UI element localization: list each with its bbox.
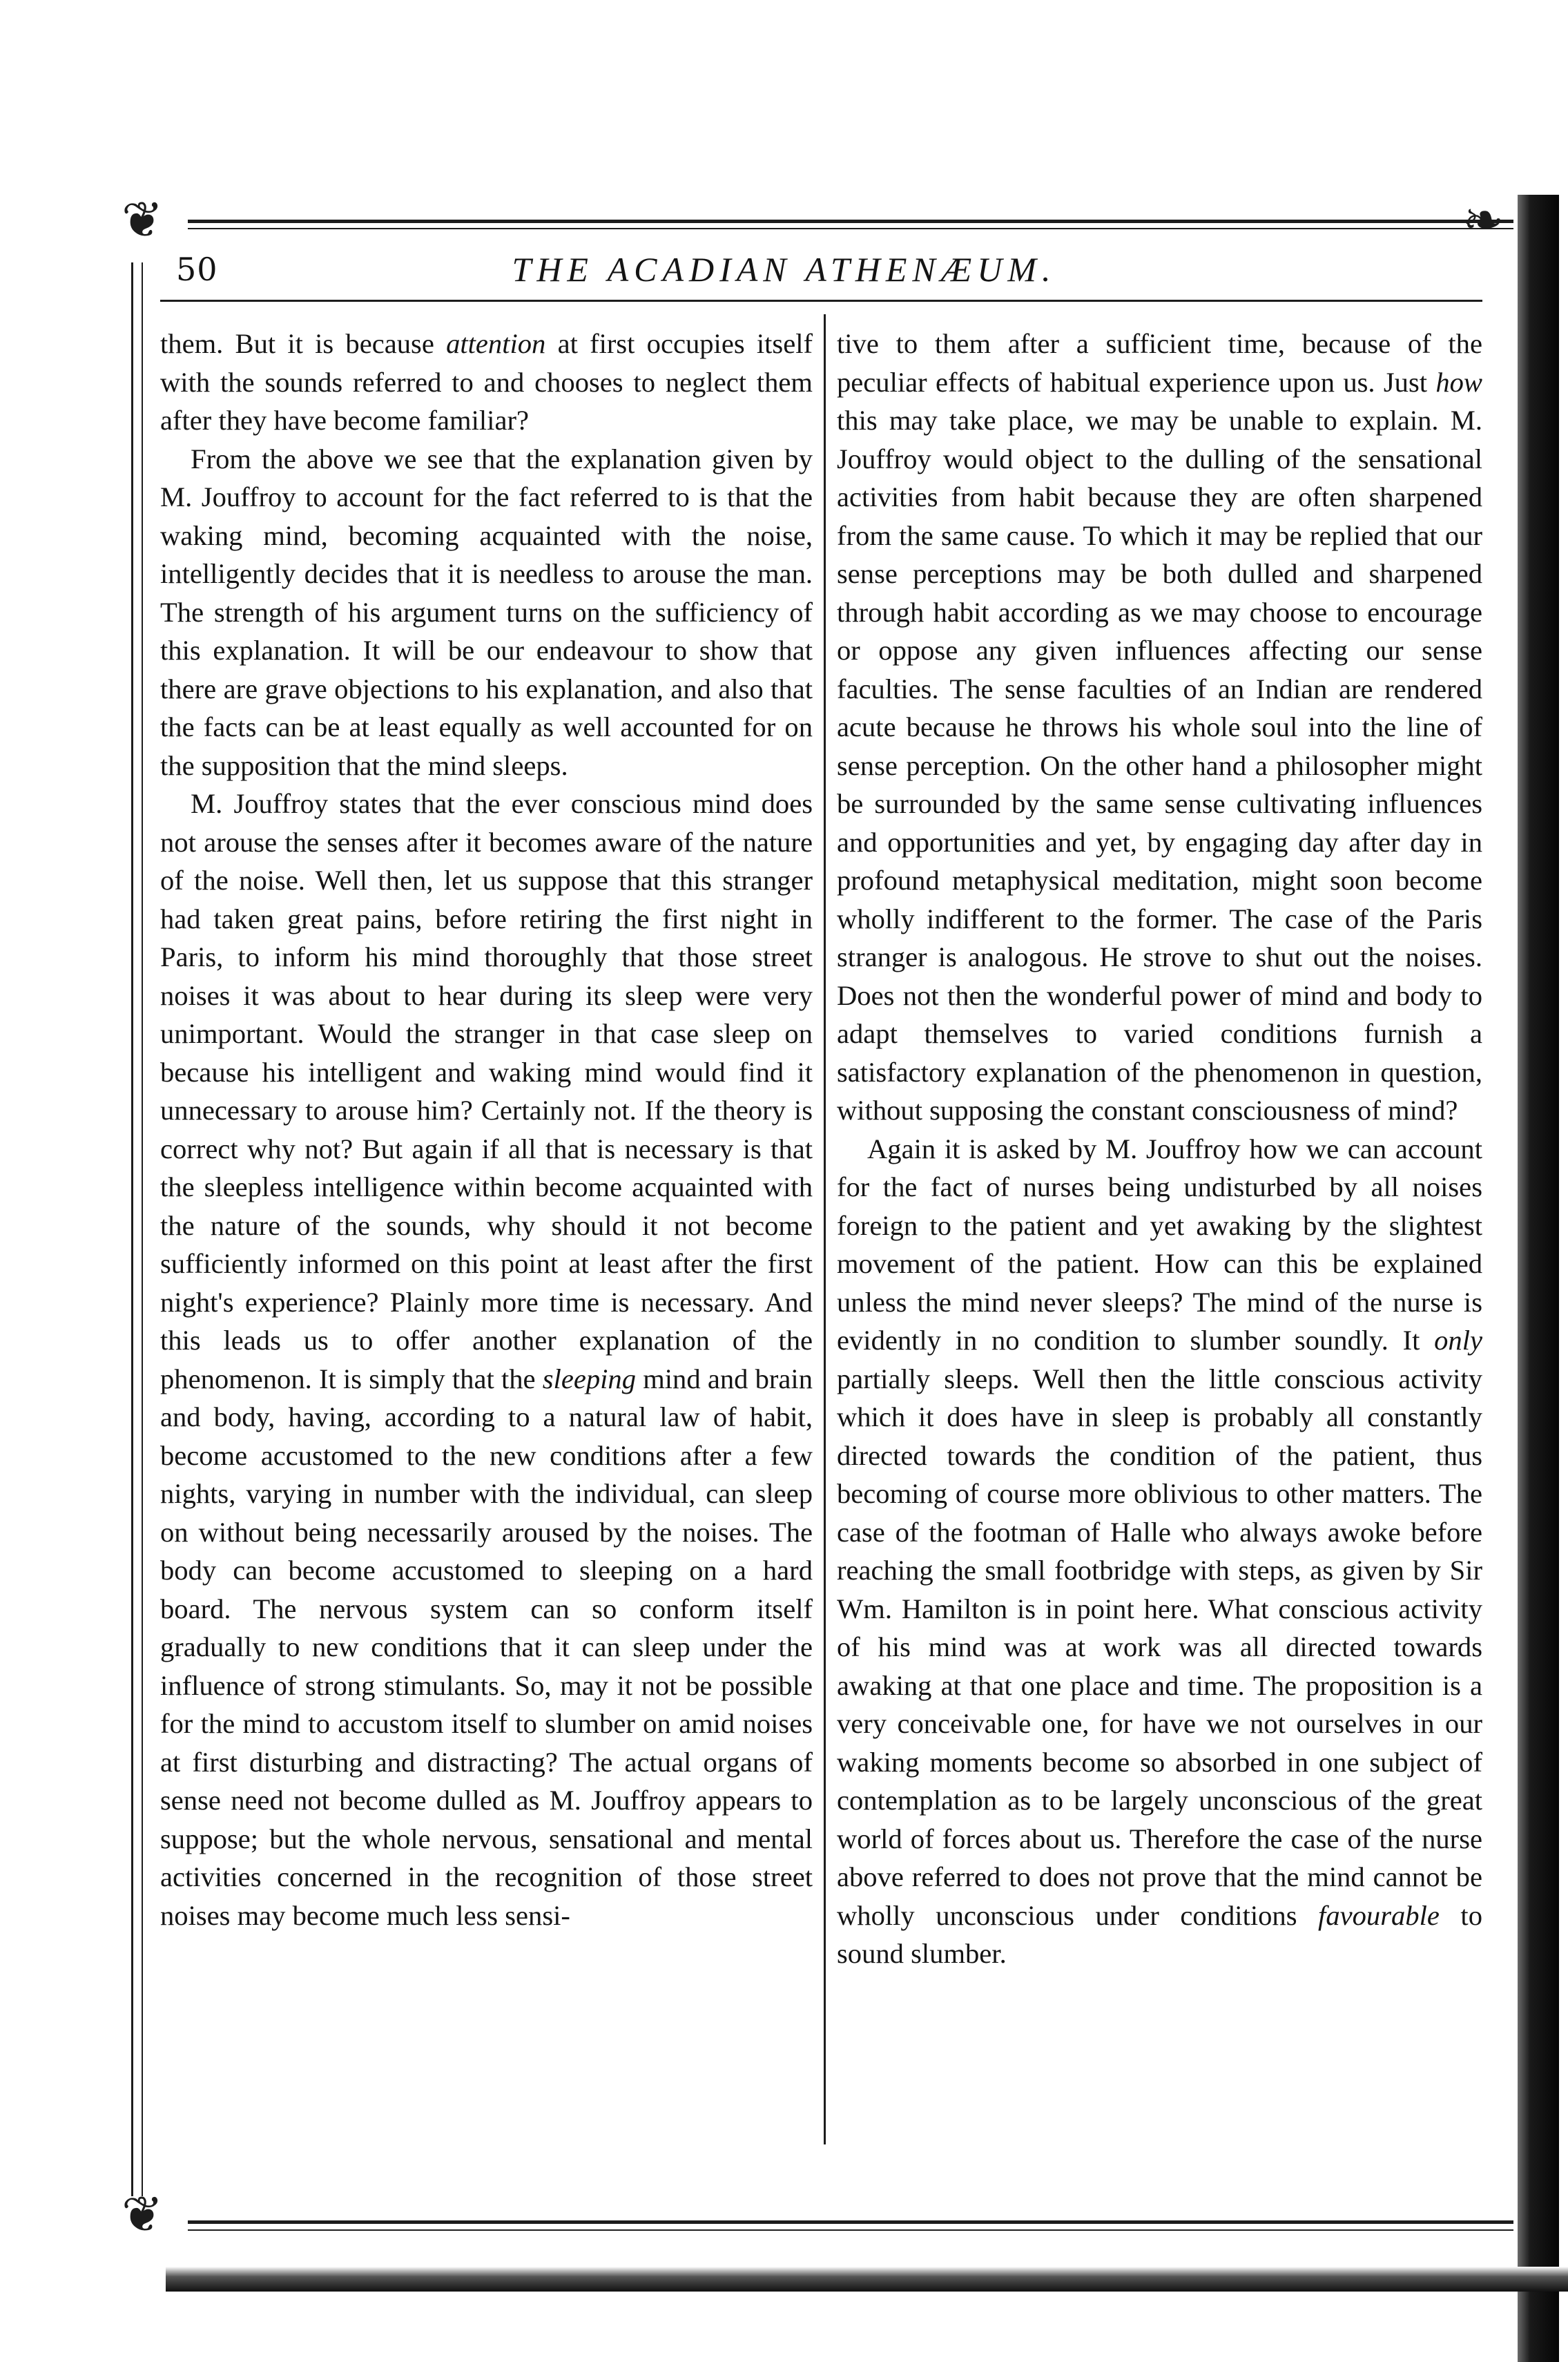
scroll-ornament-icon: ❦ — [122, 2185, 164, 2243]
frame-line-left — [131, 262, 133, 2196]
scroll-ornament-icon: ❦ — [122, 191, 164, 249]
paragraph: Again it is asked by M. Jouffroy how we can account for the fact of nurses being undisturbed by all noises foreign to the patient and yet awaking by the slightest movement of the patient. How can this be explained unless the mind never sleeps? The mind of the nurse is evidently in no condition to slumber soundly. It only partially sleeps. Well then the little conscious activity which it does have in sleep is probably all constantly directed towards the condition of the patient, thus becoming of course more oblivious to other matters. The case of the footman of Halle who always awoke before reaching the small footbridge with steps, as given by Sir Wm. Hamilton is in point here. What conscious activity of his mind was at work was all directed towards awaking at that one place and time. The proposition is a very conceivable one, for have we not ourselves in our waking moments become so absorbed in one subject of contemplation as to be largely unconscious of the great world of forces about us. Therefore the case of the nurse above referred to does not prove that the mind cannot be wholly unconscious under conditions favourable to sound slumber. — [837, 1133, 1482, 1969]
right-column — [837, 325, 1482, 1973]
emphasis: sleeping — [542, 1363, 636, 1394]
scroll-ornament-icon: ❧ — [1462, 191, 1504, 249]
running-head: THE ACADIAN ATHENÆUM. — [512, 250, 1056, 289]
header-rule-thin — [188, 228, 1513, 229]
footer-rule-thin — [188, 2229, 1513, 2231]
frame-line-left-inner — [142, 262, 143, 2196]
emphasis: favourable — [1318, 1899, 1440, 1931]
emphasis: only — [1434, 1325, 1482, 1356]
header-rule — [188, 220, 1513, 223]
page-bottom-shadow — [166, 2267, 1568, 2292]
page-number: 50 — [176, 251, 218, 288]
paragraph: From the above we see that the explanation given by M. Jouffroy to account for the fact referred to is that the waking mind, becoming acquainted with the noise, intelligently decides that it is needless to arouse the man. The strength of his argument turns on the sufficiency of this explanation. It will be our endeavour to show that there are grave objections to his explanation, and also that the facts can be at least equally as well accounted for on the supposition that the mind sleeps. — [160, 443, 813, 781]
paragraph: M. Jouffroy states that the ever conscious mind does not arouse the senses after it becomes aware of the nature of the noise. Well then, let us suppose that this stranger had taken great pains, before retiring the first night in Paris, to inform his mind thoroughly that those street noises it was about to hear during its sleep were very unimportant. Would the stranger in that case sleep on because his intelligent and waking mind would find it unnecessary to arouse him? Certainly not. If the theory is correct why not? But again if all that is necessary is that the sleepless intelligence within become acquainted with the nature of the sounds, why should it not become sufficiently informed on this point at least after the first night's experience? Plainly more time is necessary. And this leads us to offer another explanation of the phenomenon. It is simply that the sleeping mind and brain and body, having, according to a natural law of habit, become accustomed to the new conditions after a few nights, varying in number with the individual, can sleep on without being necessarily aroused by the noises. The body can become accustomed to sleeping on a hard board. The nervous system can so conform itself gradually to new conditions that it can sleep under the influence of strong stimulants. So, may it not be possible for the mind to accustom itself to slumber on amid noises at first disturbing and distracting? The actual organs of sense need not become dulled as M. Jouffroy appears to suppose; but the whole nervous, sensational and mental activities concerned in the recognition of those street noises may become much less sensi- — [160, 788, 813, 1931]
paragraph: tive to them after a sufficient time, because of the peculiar effects of habitual experience upon us. Just how this may take place, we may be unable to explain. M. Jouffroy would object to the dulling of the sensational activities from habit because they are often sharpened from the same cause. To which it may be replied that our sense perceptions may be both dulled and sharpened through habit according as we may choose to encourage or oppose any given influences affecting our sense faculties. The sense faculties of an Indian are rendered acute because he throws his whole soul into the line of sense perception. On the other hand a philosopher might be surrounded by the same sense cultivating influences and opportunities and yet, by engaging day after day in profound metaphysical meditation, might soon become wholly indifferent to the former. The case of the Paris stranger is analogous. He strove to shut out the noises. Does not then the wonderful power of mind and body to adapt themselves to varied conditions furnish a satisfactory explanation of the phenomenon in question, without supposing the constant consciousness of mind? — [837, 328, 1482, 1126]
column-divider — [824, 314, 826, 2144]
header-underline — [160, 300, 1482, 302]
page-edge-shadow — [1518, 195, 1559, 2362]
paragraph: them. But it is because attention at first occupies itself with the sounds referred to and chooses to neglect them after they have become familiar? — [160, 328, 813, 436]
left-column — [160, 325, 813, 1934]
emphasis: how — [1435, 366, 1482, 398]
footer-rule — [188, 2220, 1513, 2224]
emphasis: attention — [446, 328, 546, 359]
